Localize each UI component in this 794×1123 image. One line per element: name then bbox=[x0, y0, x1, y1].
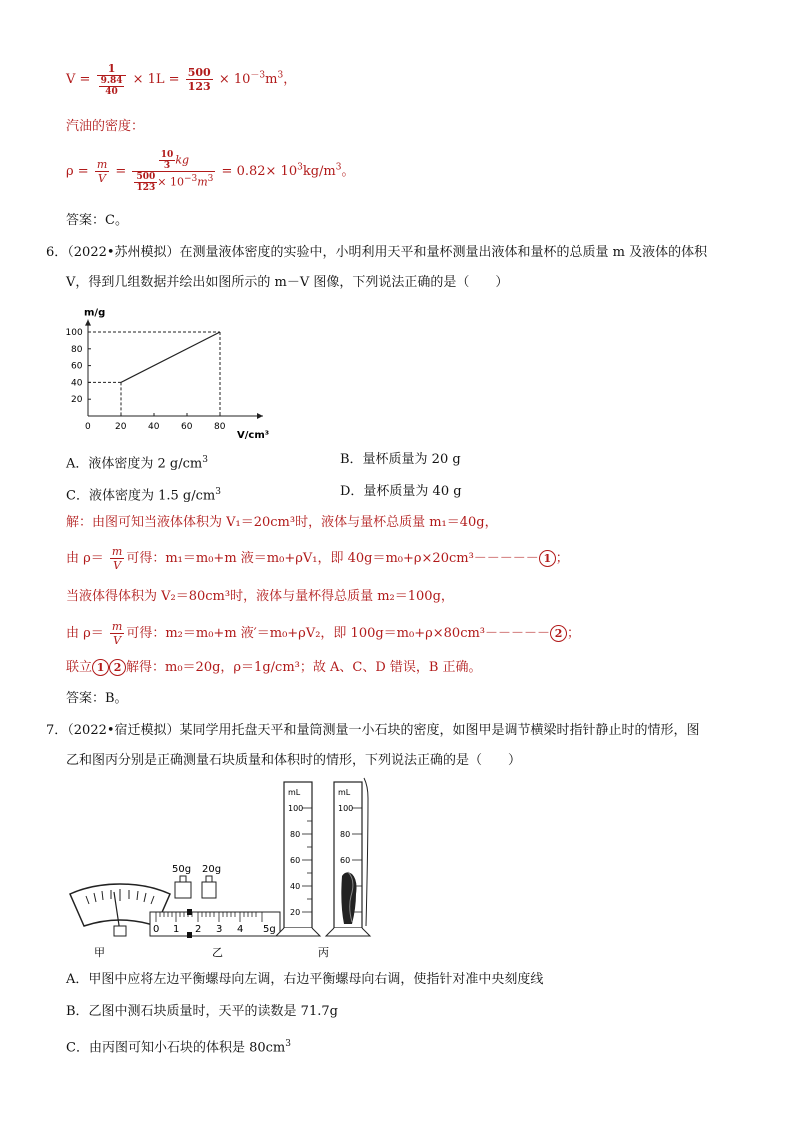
rho-mv-fraction bbox=[95, 158, 109, 185]
rho-result-exp: 3 bbox=[297, 162, 303, 173]
answer-5: 答案：C。 bbox=[66, 213, 128, 228]
cyl-left-40: 40 bbox=[290, 882, 301, 891]
rho-num-top: 10 bbox=[160, 150, 174, 160]
y-tick-label: 60 bbox=[71, 361, 83, 372]
q6-sol2-post: 可得：m₁＝m₀+m 液＝m₀+ρV₁，即 40g＝m₀+ρ×20cm³－－－－－ bbox=[126, 551, 539, 566]
v-times: × 1L = bbox=[132, 72, 180, 87]
x-tick-label: 0 bbox=[85, 422, 91, 432]
rho-value-den bbox=[132, 172, 215, 193]
v-frac2-num: 500 bbox=[187, 66, 211, 79]
v-inner-num: 9.84 bbox=[100, 76, 123, 86]
weight-50g-label: 50g bbox=[172, 864, 192, 875]
cyl-left-100: 100 bbox=[288, 804, 304, 813]
v-rest: × 10 bbox=[218, 72, 251, 87]
v-unit-exp: 3 bbox=[277, 70, 284, 81]
rho-result-tail: 。 bbox=[341, 164, 355, 179]
q7-option-b[interactable]: B．乙图中测石块质量时，天平的读数是 71.7g bbox=[66, 1004, 338, 1019]
ruler-label-5g: 5g bbox=[263, 924, 276, 935]
q7-stem-line2: 乙和图丙分别是正确测量石块质量和体积时的情形，下列说法正确的是（ ） bbox=[66, 753, 522, 768]
q6-option-d[interactable]: D．量杯质量为 40 g bbox=[340, 484, 462, 499]
q6-option-a-exp: 3 bbox=[202, 455, 208, 465]
ruler-label-2: 2 bbox=[195, 924, 202, 935]
x-axis-arrow bbox=[257, 413, 263, 419]
cyl-right-60: 60 bbox=[340, 856, 351, 865]
weight-50g bbox=[175, 876, 191, 898]
q6-sol2-tail: ； bbox=[555, 551, 569, 566]
q7-option-c-text: C．由丙图可知小石块的体积是 80cm bbox=[66, 1040, 286, 1056]
v-frac-num: 1 bbox=[97, 62, 127, 76]
ruler-label-3: 3 bbox=[216, 924, 223, 935]
rho-den-num: 500 bbox=[136, 172, 156, 182]
rho-result-unit-exp: 3 bbox=[335, 162, 342, 173]
rho-v: V bbox=[98, 172, 106, 185]
v-tail: ， bbox=[283, 72, 297, 87]
y-tick-label: 80 bbox=[71, 344, 83, 355]
rho-value-num bbox=[132, 150, 215, 172]
q7-figure bbox=[64, 776, 394, 962]
q7-stem-line1: 7．（2022•宿迁模拟）某同学用托盘天平和量筒测量一小石块的密度，如图甲是调节横梁时指针静止时的情形，图 bbox=[46, 723, 700, 738]
q6-stem-line1: 6．（2022•苏州模拟）在测量液体密度的实验中，小明利用天平和量杯测量出液体和量杯的总质量 m 及液体的体积 bbox=[46, 245, 708, 260]
cyl-right-unit: mL bbox=[338, 788, 351, 797]
density-equation bbox=[66, 150, 354, 193]
fig-yi-label: 乙 bbox=[212, 946, 223, 959]
v-frac2-den: 123 bbox=[187, 80, 211, 93]
x-tick-label: 80 bbox=[214, 422, 226, 432]
rho-den-exp: −3 bbox=[183, 173, 198, 184]
q6-option-c[interactable] bbox=[66, 483, 221, 505]
x-tick-label: 40 bbox=[148, 422, 160, 432]
q6-sol2-v: V bbox=[113, 559, 122, 572]
q6-chart bbox=[62, 302, 302, 452]
ruler-label-0: 0 bbox=[153, 924, 160, 935]
v-exp: －3 bbox=[250, 70, 266, 81]
q6-sol2-pre: 由 ρ＝ bbox=[66, 551, 104, 566]
v-inner-den: 40 bbox=[105, 87, 118, 97]
v-lhs: V = bbox=[66, 72, 91, 87]
v-fraction-2 bbox=[186, 66, 213, 93]
density-label: 汽油的密度： bbox=[66, 119, 145, 134]
q6-option-c-exp: 3 bbox=[215, 487, 221, 497]
rho-lhs: ρ = bbox=[66, 164, 89, 179]
q6-sol2-m: m bbox=[111, 545, 123, 558]
q6-sol5-post: 解得：m₀＝20g，ρ＝1g/cm³；故 A、C、D 错误，B 正确。 bbox=[126, 660, 482, 675]
volume-equation bbox=[66, 62, 296, 97]
y-tick-label: 40 bbox=[71, 378, 83, 389]
q6-sol2-circle: 1 bbox=[539, 550, 556, 567]
q6-sol4-fraction bbox=[110, 620, 124, 647]
rho-den-unit: m bbox=[197, 175, 208, 189]
slider-ruler bbox=[150, 909, 280, 938]
q6-option-c-text: C．液体密度为 1.5 g/cm bbox=[66, 488, 216, 504]
ruler-label-4: 4 bbox=[237, 924, 244, 935]
fig-bing-label: 丙 bbox=[318, 946, 329, 959]
rho-den-den: 123 bbox=[136, 183, 156, 193]
rho-den-rest: × 10 bbox=[157, 175, 184, 189]
rho-num-bot: 3 bbox=[163, 161, 171, 171]
q7-option-c-exp: 3 bbox=[285, 1039, 291, 1049]
q6-solution-5 bbox=[66, 659, 482, 677]
rho-num-unit: kg bbox=[175, 153, 190, 167]
answer-6: 答案：B。 bbox=[66, 691, 128, 706]
cyl-left-60: 60 bbox=[290, 856, 301, 865]
q6-sol5-pre: 联立 bbox=[66, 660, 93, 675]
q6-sol4-pre: 由 ρ＝ bbox=[66, 626, 104, 641]
fig-jia-label: 甲 bbox=[94, 946, 105, 959]
ruler-label-1: 1 bbox=[173, 924, 180, 935]
cylinder-right bbox=[326, 778, 370, 936]
y-axis-arrow bbox=[85, 320, 91, 326]
q6-option-a[interactable] bbox=[66, 451, 208, 473]
q6-sol4-v: V bbox=[113, 634, 122, 647]
q6-stem-line2: V，得到几组数据并绘出如图所示的 m－V 图像，下列说法正确的是（ ） bbox=[66, 275, 509, 290]
q6-solution-4 bbox=[66, 620, 580, 647]
x-tick-label: 60 bbox=[181, 422, 193, 432]
q7-option-a[interactable]: A．甲图中应将左边平衡螺母向左调，右边平衡螺母向右调，使指针对准中央刻度线 bbox=[66, 972, 544, 987]
rho-result: = 0.82× 10 bbox=[221, 164, 298, 179]
weight-20g-label: 20g bbox=[202, 864, 222, 875]
v-unit: m bbox=[265, 72, 278, 87]
q6-solution-3: 当液体得体积为 V₂＝80cm³时，液体与量杯得总质量 m₂＝100g， bbox=[66, 589, 454, 604]
q7-option-c[interactable] bbox=[66, 1035, 291, 1057]
q6-sol4-post: 可得：m₂＝m₀+m 液′＝m₀+ρV₂，即 100g＝m₀+ρ×80cm³－－－－－ bbox=[126, 626, 551, 641]
q6-option-b[interactable]: B．量杯质量为 20 g bbox=[340, 452, 461, 467]
cylinder-left bbox=[276, 782, 320, 936]
q6-solution-1: 解：由图可知当液体体积为 V₁＝20cm³时，液体与量杯总质量 m₁＝40g， bbox=[66, 515, 498, 530]
cyl-left-unit: mL bbox=[288, 788, 301, 797]
weight-20g bbox=[202, 876, 216, 898]
cyl-left-80: 80 bbox=[290, 830, 301, 839]
x-axis-label: V/cm³ bbox=[237, 430, 270, 441]
cyl-right-80: 80 bbox=[340, 830, 351, 839]
v-frac-den bbox=[97, 76, 127, 97]
q6-sol4-tail: ； bbox=[567, 626, 581, 641]
rho-den-unit-exp: 3 bbox=[207, 173, 214, 184]
rho-m: m bbox=[96, 158, 108, 171]
rho-value-fraction bbox=[132, 150, 215, 193]
rho-result-unit: kg/m bbox=[302, 164, 336, 179]
series-line bbox=[121, 332, 220, 382]
q6-sol5-circle-2: 2 bbox=[109, 659, 126, 676]
q6-sol4-circle: 2 bbox=[550, 625, 567, 642]
cyl-right-100: 100 bbox=[338, 804, 354, 813]
y-axis-label: m/g bbox=[84, 307, 106, 319]
y-tick-label: 100 bbox=[65, 328, 83, 338]
q6-sol2-fraction bbox=[110, 545, 124, 572]
q6-solution-2 bbox=[66, 545, 569, 572]
q6-option-a-text: A．液体密度为 2 g/cm bbox=[66, 456, 203, 472]
v-fraction bbox=[97, 62, 127, 97]
y-tick-label: 20 bbox=[71, 395, 83, 406]
rho-eq: = bbox=[115, 164, 127, 179]
x-tick-label: 20 bbox=[115, 422, 127, 432]
cyl-left-20: 20 bbox=[290, 908, 301, 917]
q6-sol5-circle-1: 1 bbox=[92, 659, 109, 676]
q6-sol4-m: m bbox=[111, 620, 123, 633]
